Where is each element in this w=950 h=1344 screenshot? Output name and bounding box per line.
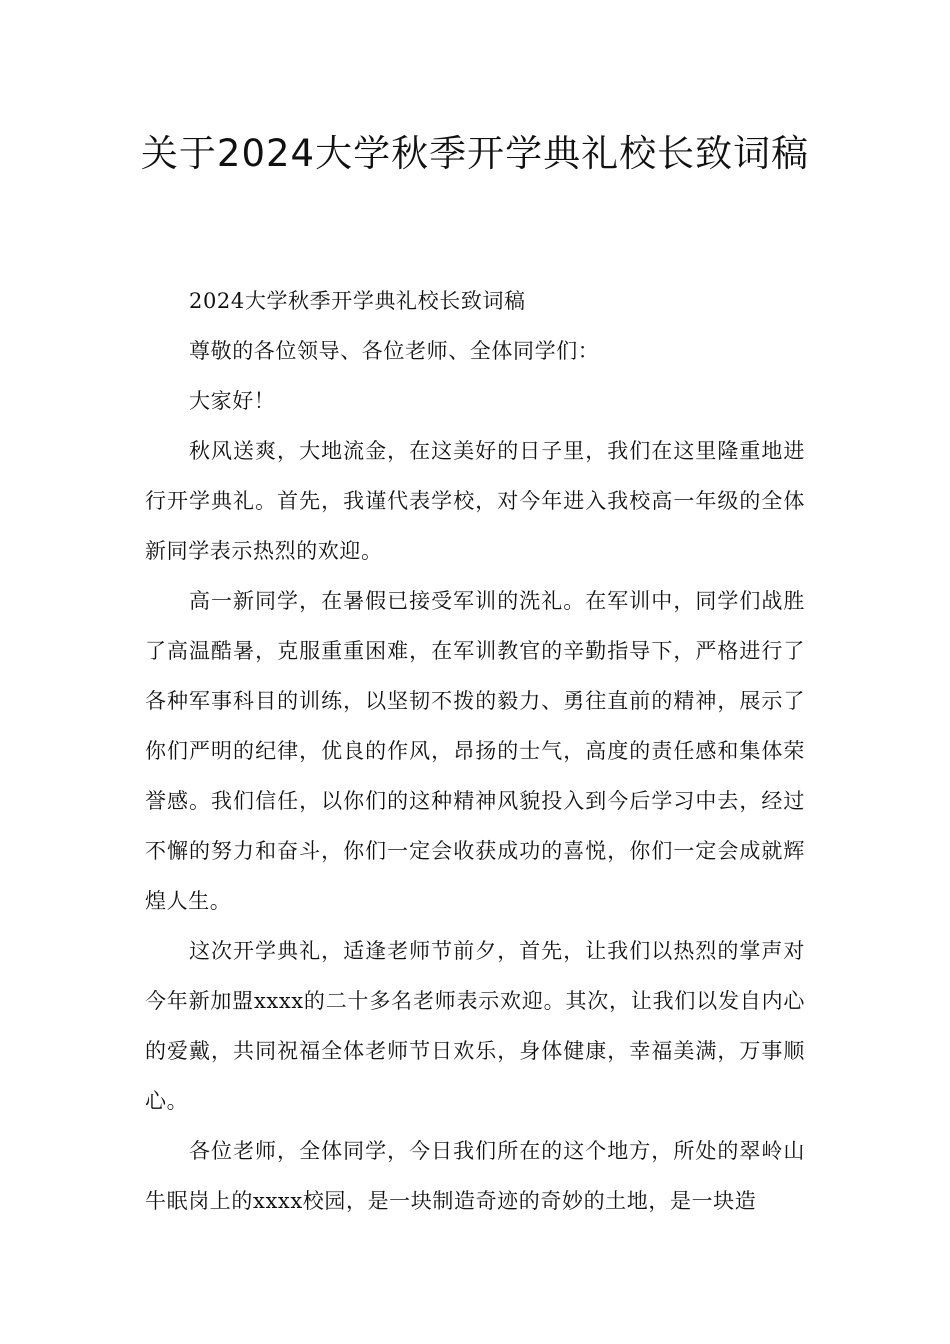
document-title: 关于2024大学秋季开学典礼校长致词稿 [140, 132, 810, 175]
document-body [145, 276, 805, 1226]
paragraph-subtitle: 2024大学秋季开学典礼校长致词稿 [189, 289, 526, 313]
paragraph-welcome: 秋风送爽，大地流金，在这美好的日子里，我们在这里隆重地进行开学典礼。首先，我谨代表学校，对今年进入我校高一年级的全体新同学表示热烈的欢迎。 [145, 439, 805, 563]
paragraph-teachers-day: 这次开学典礼，适逢老师节前夕，首先，让我们以热烈的掌声对今年新加盟xxxx的二十多名老师表示欢迎。其次，让我们以发自内心的爱戴，共同祝福全体老师节日欢乐，身体健康，幸福美满，万事顺心。 [145, 939, 805, 1113]
paragraph-military-training: 高一新同学，在暑假已接受军训的洗礼。在军训中，同学们战胜了高温酷暑，克服重重困难，在军训教官的辛勤指导下，严格进行了各种军事科目的训练，以坚韧不拨的毅力、勇往直前的精神，展示了你们严明的纪律，优良的作风，昂扬的士气，高度的责任感和集体荣誉感。我们信任，以你们的这种精神风貌投入到今后学习中去，经过不懈的努力和奋斗，你们一定会收获成功的喜悦，你们一定会成就辉煌人生。 [145, 589, 805, 913]
paragraph-greeting: 大家好！ [189, 389, 276, 413]
paragraph-salutation: 尊敬的各位领导、各位老师、全体同学们： [189, 339, 600, 363]
paragraph-campus: 各位老师，全体同学，今日我们所在的这个地方，所处的翠岭山牛眠岗上的xxxx校园，是一块制造奇迹的奇妙的土地，是一块造 [145, 1139, 805, 1213]
